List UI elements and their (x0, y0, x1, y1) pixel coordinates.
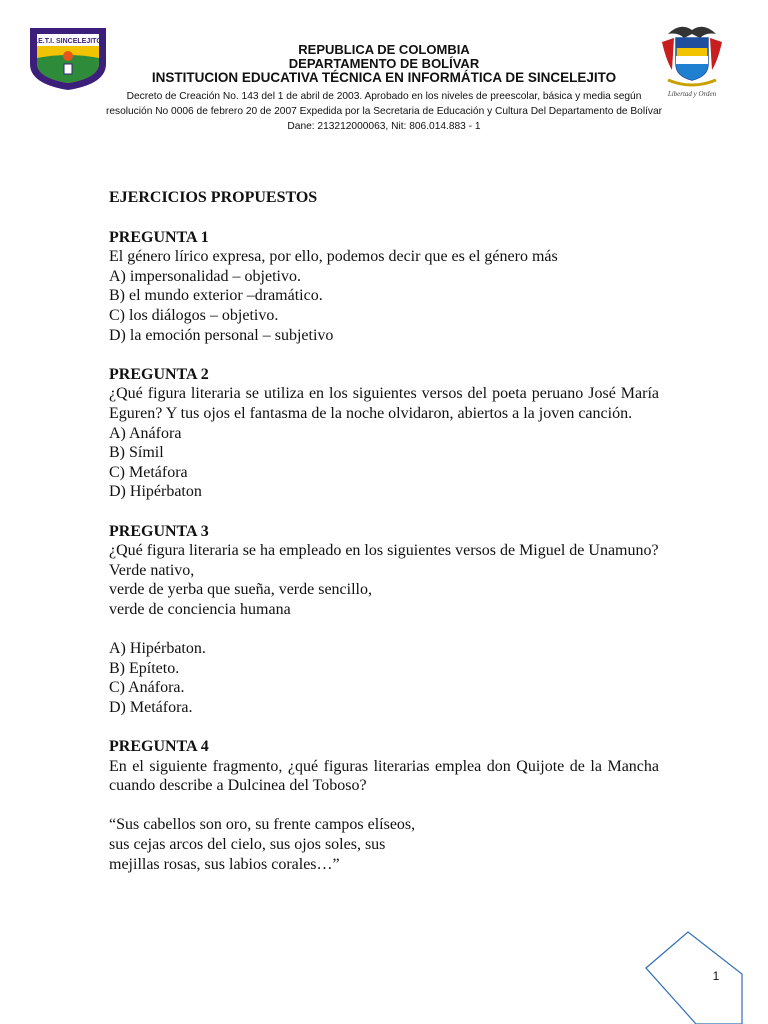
question-4 (109, 737, 659, 874)
page-number-badge (644, 930, 744, 1024)
question-3-option-a: A) Hipérbaton. (109, 640, 206, 658)
question-2-option-b: B) Símil (109, 444, 164, 462)
question-4-title: PREGUNTA 4 (109, 738, 209, 756)
page-number: 1 (712, 969, 720, 983)
document-body (109, 188, 659, 894)
question-1-option-d: D) la emoción personal – subjetivo (109, 326, 334, 344)
question-2-stem: ¿Qué figura literaria se utiliza en los siguientes versos del poeta peruano José María Eguren? Y tus ojos el fantasma de la noche olvidaron, abiertos a la joven canción. (109, 385, 659, 422)
question-3-option-c: C) Anáfora. (109, 679, 185, 697)
header-line-institution: INSTITUCION EDUCATIVA TÉCNICA EN INFORMÁTICA DE SINCELEJITO (151, 70, 617, 85)
question-1-title: PREGUNTA 1 (109, 228, 209, 246)
document-header (0, 0, 768, 150)
question-4-verse: mejillas rosas, sus labios corales…” (109, 855, 340, 873)
question-2-option-a: A) Anáfora (109, 424, 182, 442)
spacer (109, 796, 659, 816)
question-4-verse: “Sus cabellos son oro, su frente campos elíseos, (109, 816, 416, 834)
school-logo (24, 22, 112, 92)
question-1-option-b: B) el mundo exterior –dramático. (109, 287, 323, 305)
question-1 (109, 228, 659, 346)
question-3-option-d: D) Metáfora. (109, 698, 193, 716)
spacer (109, 619, 659, 639)
header-decree: Decreto de Creación No. 143 del 1 de abril de 2003. Aprobado en los niveles de preescolar, básica y media según resolución No 0006 de febrero 20 de 2007 Expedida por la Secretaria de Educación y Cultura Del Departamento de Bolívar Dane: 213212000063, Nit: 806.014.883 - 1 (105, 91, 663, 132)
question-1-stem: El género lírico expresa, por ello, podemos decir que es el género más (109, 248, 558, 266)
coat-of-arms-icon (660, 20, 724, 98)
question-2-title: PREGUNTA 2 (109, 365, 209, 383)
coat-of-arms-motto: Libertad y Orden (667, 90, 717, 98)
section-title: EJERCICIOS PROPUESTOS (109, 189, 318, 206)
question-3-verse: Verde nativo, (109, 561, 195, 579)
header-line-country: REPUBLICA DE COLOMBIA (298, 42, 470, 57)
question-4-stem: En el siguiente fragmento, ¿qué figuras literarias emplea don Quijote de la Mancha cuando describe a Dulcinea del Toboso? (109, 757, 659, 795)
question-1-option-c: C) los diálogos – objetivo. (109, 306, 279, 324)
question-3-verse: verde de yerba que sueña, verde sencillo, (109, 581, 372, 599)
question-3 (109, 522, 659, 718)
question-1-option-a: A) impersonalidad – objetivo. (109, 267, 301, 285)
header-line-department: DEPARTAMENTO DE BOLÍVAR (288, 56, 480, 71)
question-2-option-d: D) Hipérbaton (109, 483, 202, 501)
question-3-verse: verde de conciencia humana (109, 600, 291, 618)
header-text (100, 43, 668, 134)
question-3-option-b: B) Epíteto. (109, 659, 180, 677)
question-2-option-c: C) Metáfora (109, 463, 188, 481)
question-4-verse: sus cejas arcos del cielo, sus ojos soles, sus (109, 836, 386, 853)
question-3-stem: ¿Qué figura literaria se ha empleado en los siguientes versos de Miguel de Unamuno? (109, 542, 659, 560)
question-3-title: PREGUNTA 3 (109, 522, 209, 540)
school-logo-text: I.E.T.I. SINCELEJITO (34, 38, 102, 45)
question-2 (109, 365, 659, 502)
